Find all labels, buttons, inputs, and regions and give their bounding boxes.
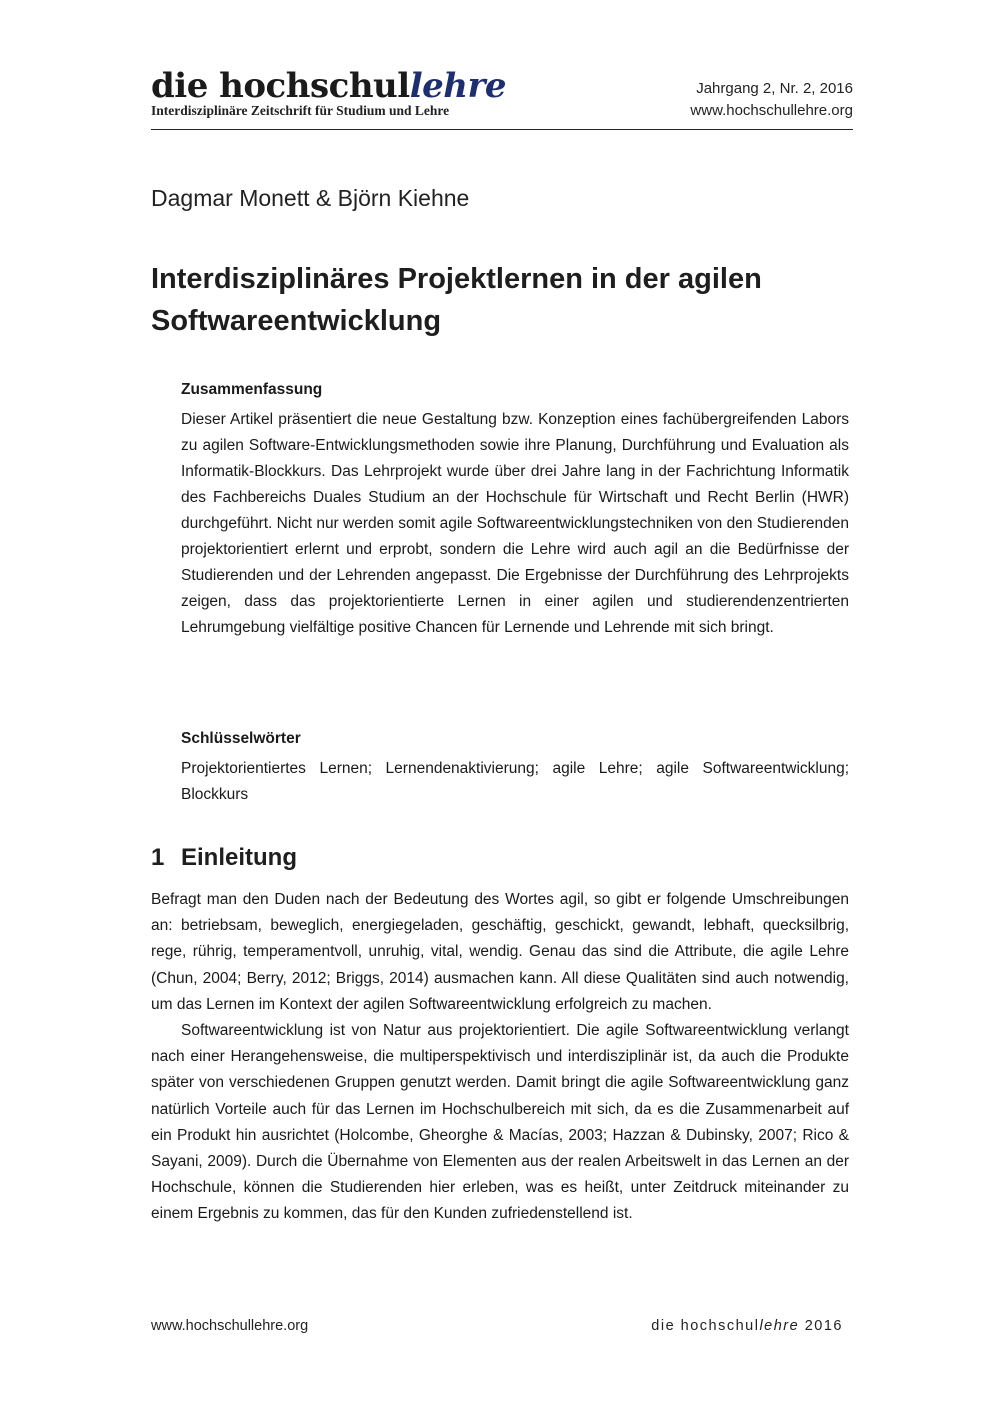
- logo-prefix: die hochschul: [151, 66, 410, 106]
- authors: Dagmar Monett & Björn Kiehne: [151, 185, 470, 211]
- header-rule: [151, 129, 853, 130]
- section-heading: [151, 842, 297, 874]
- keywords: [181, 728, 849, 808]
- abstract-text: Dieser Artikel präsentiert die neue Gestaltung bzw. Konzeption eines fachübergreifenden Labors zu agilen Software-Entwicklungsmethoden sowie ihre Planung, Durchführung und Evaluation als Informatik-Blockkurs. Das Lehrprojekt wurde über drei Jahre lang in der Fachrichtung Informatik des Fachbereichs Duales Studium an der Hochschule für Wirtschaft und Recht Berlin (HWR) durchgeführt. Nicht nur werden somit agile Softwareentwicklungstechniken von den Studierenden projektorientiert erlernt und erprobt, sondern die Lehre wird auch agil an die Bedürfnisse der Studierenden und der Lehrenden angepasst. Die Ergebnisse der Durchführung des Lehrprojekts zeigen, dass das projektorientierte Lernen in einer agilen und studierendenzentrierten Lehrumgebung vielfältige positive Chancen für Lernende und Lehrende mit sich bringt.: [181, 411, 849, 636]
- logo-wordmark: [151, 68, 506, 104]
- journal-logo: [151, 68, 506, 119]
- page-footer: [151, 1315, 843, 1339]
- footer-journal-prefix: die hochschul: [651, 1318, 760, 1334]
- section-number: 1: [151, 844, 165, 871]
- article-title: Interdisziplinäres Projektlernen in der agilen Softwareentwicklung: [151, 263, 762, 337]
- logo-italic: lehre: [409, 66, 506, 106]
- abstract-heading: Zusammenfassung: [181, 381, 323, 398]
- logo-subtitle: Interdisziplinäre Zeitschrift für Studium und Lehre: [151, 103, 450, 118]
- footer-journal-italic: lehre: [759, 1318, 800, 1334]
- footer-year: 2016: [804, 1318, 843, 1334]
- keywords-heading: Schlüsselwörter: [181, 730, 301, 747]
- paragraph: Softwareentwicklung ist von Natur aus projektorientiert. Die agile Softwareentwicklung verlangt nach einer Herangehensweise, die multiperspektivisch und interdisziplinär ist, da auch die Produkte später von verschiedenen Gruppen genutzt werden. Damit bringt die agile Softwareentwicklung ganz natürlich Vorteile auch für das Lernen im Hochschulbereich mit sich, da es die Zusammenarbeit auf ein Produkt hin ausrichtet (Holcombe, Gheorghe & Macías, 2003; Hazzan & Dubinsky, 2007; Rico & Sayani, 2009). Durch die Übernahme von Elementen aus der realen Arbeitswelt in das Lernen an der Hochschule, können die Studierenden hier erleben, was es heißt, unter Zeitdruck miteinander zu einem Ergebnis zu kommen, das für den Kunden zufriedenstellend ist.: [151, 1022, 849, 1223]
- issue-info: [690, 78, 853, 122]
- section-title: Einleitung: [181, 844, 297, 871]
- footer-journal: [651, 1315, 843, 1337]
- paragraph: Befragt man den Duden nach der Bedeutung des Wortes agil, so gibt er folgende Umschreibungen an: betriebsam, beweglich, energiegeladen, geschäftig, geschickt, gewandt, lebhaft, quecksilbrig, rege, rührig, temperamentvoll, unruhig, vital, wendig. Genau das sind die Attribute, die agile Lehre (Chun, 2004; Berry, 2012; Briggs, 2014) ausmachen kann. All diese Qualitäten sind auch notwendig, um das Lernen im Kontext der agilen Softwareentwicklung erfolgreich zu machen.: [151, 891, 849, 1013]
- masthead: [151, 68, 853, 132]
- volume-line: Jahrgang 2, Nr. 2, 2016: [696, 80, 853, 97]
- keywords-text: Projektorientiertes Lernen; Lernendenaktivierung; agile Lehre; agile Softwareentwicklung; Blockkurs: [181, 760, 849, 803]
- header-website: www.hochschullehre.org: [690, 102, 853, 119]
- footer-website: www.hochschullehre.org: [151, 1318, 309, 1334]
- section-body: [151, 887, 849, 1228]
- abstract: [181, 379, 849, 641]
